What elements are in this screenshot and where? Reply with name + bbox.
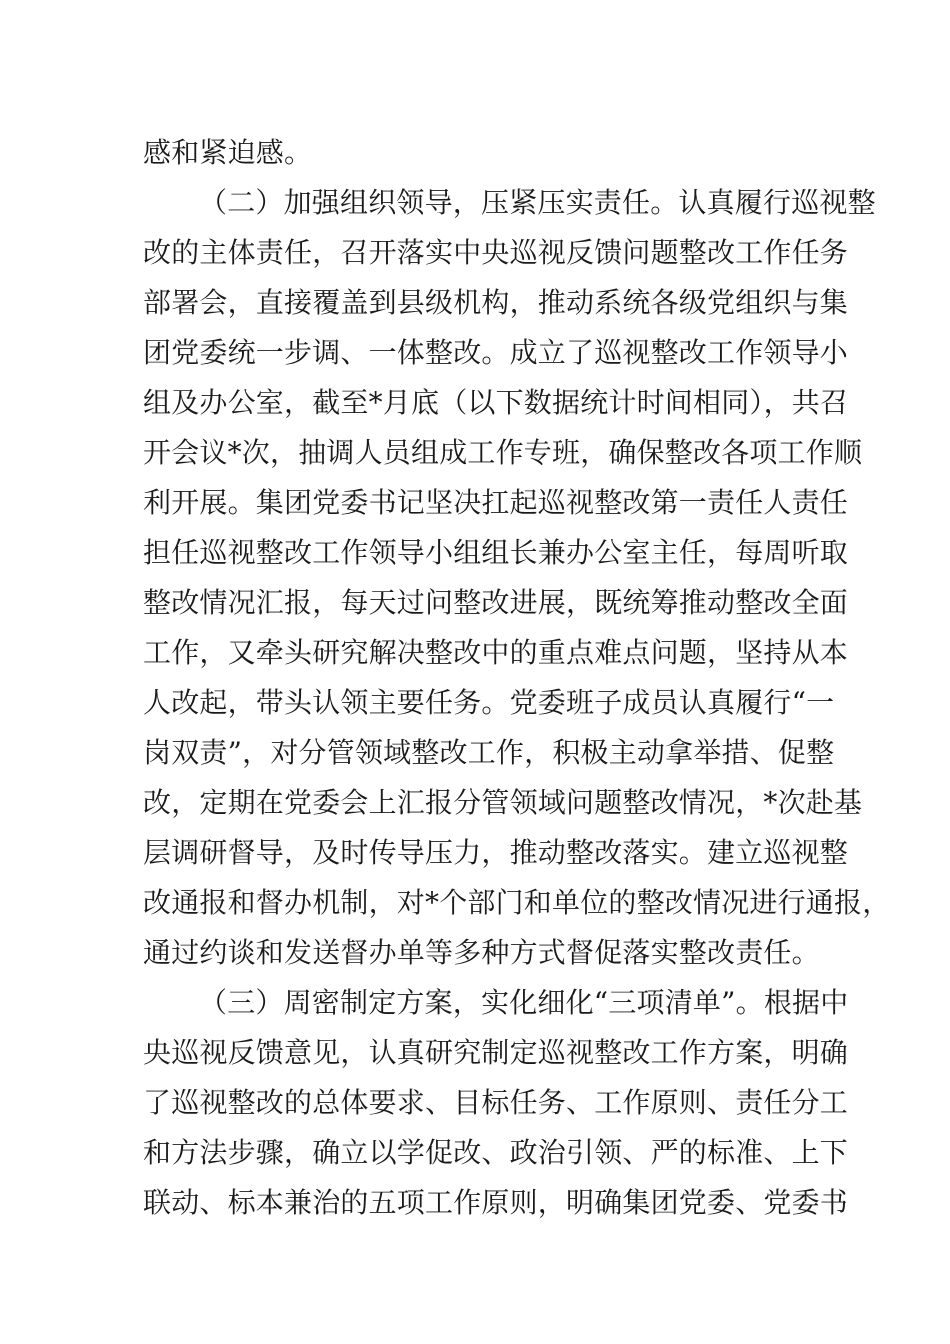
- text-line: 层调研督导，及时传导压力，推动整改落实。建立巡视整: [143, 836, 849, 869]
- section-heading-line: （二）加强组织领导，压紧压实责任。认真履行巡视整: [199, 186, 876, 219]
- text-line: 岗双责”，对分管领域整改工作，积极主动拿举措、促整: [143, 736, 835, 769]
- text-line: 改通报和督办机制，对*个部门和单位的整改情况进行通报，: [143, 886, 891, 919]
- text-line: 改的主体责任，召开落实中央巡视反馈问题整改工作任务: [143, 236, 849, 269]
- text-line: 感和紧迫感。: [143, 136, 313, 169]
- text-line: 通过约谈和发送督办单等多种方式督促落实整改责任。: [143, 936, 820, 969]
- text-line: 组及办公室，截至*月底（以下数据统计时间相同），共召: [143, 386, 849, 419]
- text-line: 整改情况汇报，每天过问整改进展，既统筹推动整改全面: [143, 586, 849, 619]
- text-line: 和方法步骤，确立以学促改、政治引领、严的标准、上下: [143, 1136, 849, 1169]
- section-heading-line: （三）周密制定方案，实化细化“三项清单”。根据中: [199, 986, 849, 1019]
- text-line: 了巡视整改的总体要求、目标任务、工作原则、责任分工: [143, 1086, 849, 1119]
- text-line: 人改起，带头认领主要任务。党委班子成员认真履行“一: [143, 686, 835, 719]
- text-line: 部署会，直接覆盖到县级机构，推动系统各级党组织与集: [143, 286, 849, 319]
- text-line: 开会议*次，抽调人员组成工作专班，确保整改各项工作顺: [143, 436, 863, 469]
- text-line: 联动、标本兼治的五项工作原则，明确集团党委、党委书: [143, 1186, 849, 1219]
- text-line: 担任巡视整改工作领导小组组长兼办公室主任，每周听取: [143, 536, 849, 569]
- text-line: 央巡视反馈意见，认真研究制定巡视整改工作方案，明确: [143, 1036, 849, 1069]
- text-line: 团党委统一步调、一体整改。成立了巡视整改工作领导小: [143, 336, 849, 369]
- text-line: 改，定期在党委会上汇报分管领域问题整改情况，*次赴基: [143, 786, 863, 819]
- text-line: 工作，又牵头研究解决整改中的重点难点问题，坚持从本: [143, 636, 849, 669]
- text-line: 利开展。集团党委书记坚决扛起巡视整改第一责任人责任: [143, 486, 849, 519]
